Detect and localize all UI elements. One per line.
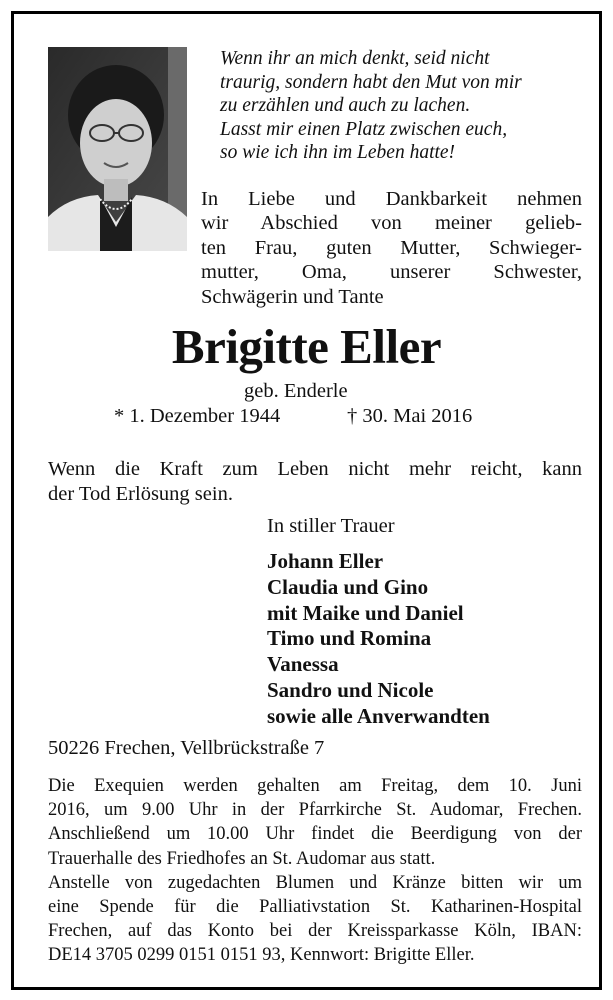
poem-block: [220, 47, 580, 165]
quote-line: der Tod Erlösung sein.: [48, 483, 233, 505]
family-member: Claudia und Gino: [267, 574, 429, 599]
death-date: † 30. Mai 2016: [347, 405, 473, 427]
family-member: Vanessa: [267, 652, 339, 677]
info-line: Die Exequien werden gehalten am Freitag, dem 10. Juni: [48, 776, 582, 796]
info-line: eine Spende für die Palliativstation St. Katharinen-Hospital: [48, 897, 582, 918]
intro-line: mutter, Oma, unserer Schwester,: [201, 261, 582, 284]
info-line: Trauerhalle des Friedhofes an St. Audomar aus statt.: [48, 848, 436, 869]
family-member: sowie alle Anverwandten: [267, 703, 490, 728]
deceased-name: Brigitte Eller: [171, 319, 442, 374]
info-line: Anstelle von zugedachten Blumen und Kränze bitten wir um: [48, 872, 582, 893]
intro-line: Schwägerin und Tante: [201, 285, 384, 308]
poem-line: zu erzählen und auch zu lachen.: [220, 95, 471, 117]
info-line: 2016, um 9.00 Uhr in der Pfarrkirche St. Audomar, Frechen.: [48, 800, 582, 821]
intro-line: In Liebe und Dankbarkeit nehmen: [201, 188, 582, 210]
birth-name: geb. Enderle: [244, 380, 348, 402]
poem-line: traurig, sondern habt den Mut von mir: [220, 71, 522, 93]
portrait-image: [48, 47, 187, 251]
family-member: mit Maike und Daniel: [267, 600, 464, 625]
intro-line: wir Abschied von meiner gelieb-: [201, 212, 582, 235]
quote-block: [48, 457, 582, 507]
portrait-photo: [48, 47, 187, 251]
birth-date: * 1. Dezember 1944: [114, 405, 281, 427]
quote-line: Wenn die Kraft zum Leben nicht mehr reicht, kann: [48, 458, 582, 480]
poem-line: so wie ich ihn im Leben hatte!: [220, 142, 456, 164]
info-line: Frechen, auf das Konto bei der Kreissparkasse Köln, IBAN:: [48, 921, 582, 942]
intro-line: ten Frau, guten Mutter, Schwieger-: [201, 236, 582, 259]
family-list: [267, 549, 490, 730]
service-info: [48, 774, 582, 968]
poem-line: Wenn ihr an mich denkt, seid nicht: [220, 48, 490, 69]
life-dates: [114, 404, 514, 428]
family-member: Timo und Romina: [267, 626, 432, 651]
family-member: Johann Eller: [267, 549, 384, 573]
address: 50226 Frechen, Vellbrückstraße 7: [48, 737, 325, 759]
intro-text: [201, 187, 582, 309]
family-member: Sandro und Nicole: [267, 677, 434, 702]
obituary-notice: [11, 11, 602, 990]
info-line: Anschließend um 10.00 Uhr findet die Beerdigung von der: [48, 824, 582, 845]
info-line: DE14 3705 0299 0151 0151 93, Kennwort: Brigitte Eller.: [48, 945, 475, 966]
mourning-label: In stiller Trauer: [267, 515, 395, 537]
poem-line: Lasst mir einen Platz zwischen euch,: [220, 118, 508, 140]
